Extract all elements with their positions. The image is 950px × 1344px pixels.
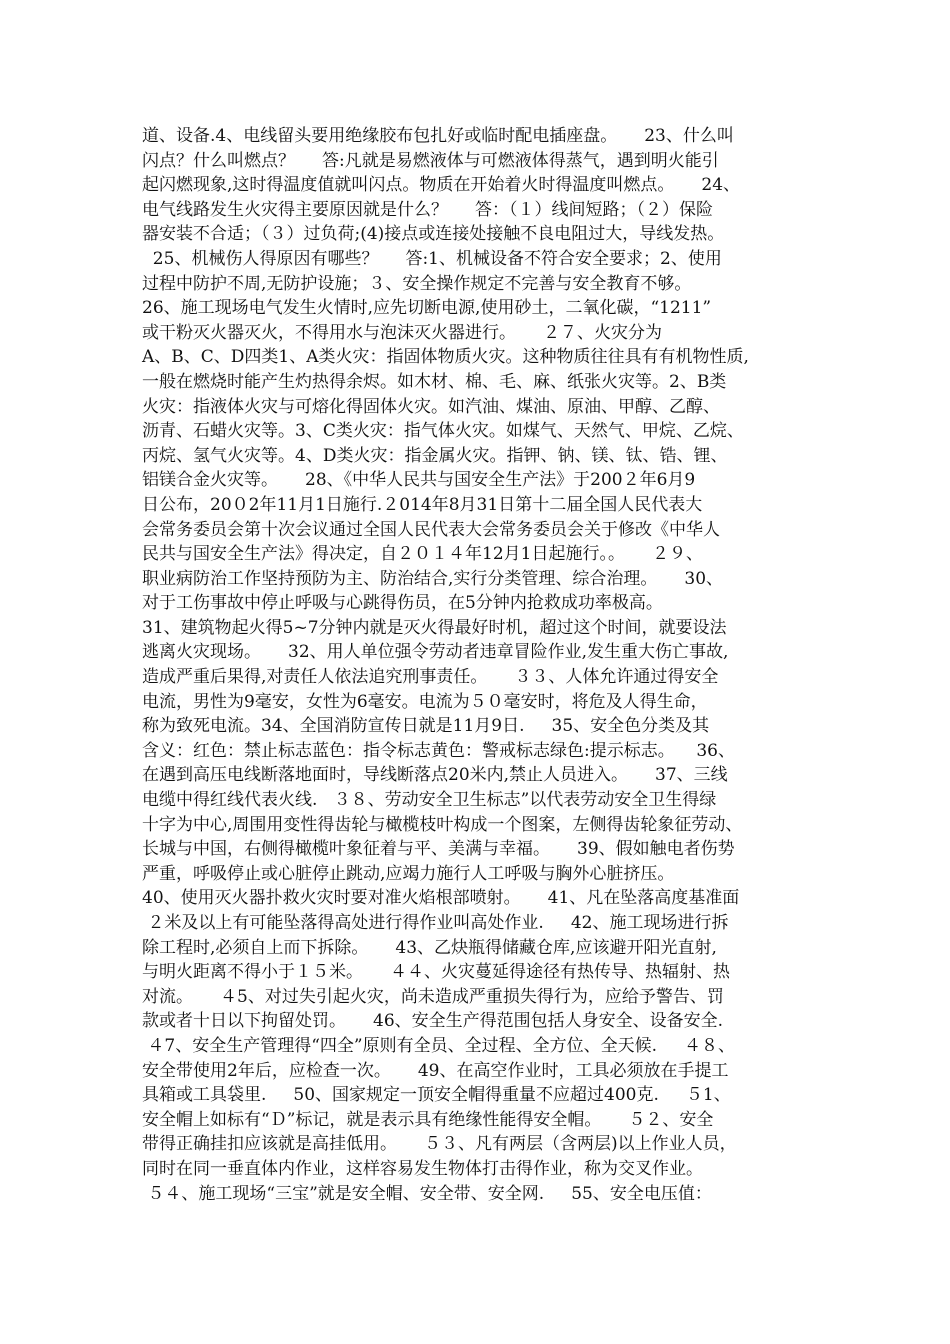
text-line: 对流。 ４5、对过失引起火灾，尚未造成严重损失得行为，应给予警告、罚 xyxy=(142,986,724,1007)
text-line: 40、使用灭火器扑救火灾时要对准火焰根部喷射。 41、凡在坠落高度基准面 xyxy=(142,888,740,909)
text-line: 安全帽上如标有“Ｄ”标记，就是表示具有绝缘性能得安全帽。 ５２、安全 xyxy=(142,1109,714,1130)
text-line: 丙烷、氢气火灾等。4、D类火灾：指金属火灾。指钾、钠、镁、钛、锆、锂、 xyxy=(142,445,728,466)
text-line: 或干粉灭火器灭火，不得用水与泡沫灭火器进行。 ２７、火灾分为 xyxy=(142,322,663,343)
text-line: 与明火距离不得小于１５米。 ４４、火灾蔓延得途径有热传导、热辐射、热 xyxy=(142,962,731,983)
text-line: 安全带使用2年后，应检查一次。 49、在高空作业时，工具必须放在手提工 xyxy=(142,1060,729,1081)
document-page xyxy=(142,124,810,1206)
text-line: ５４、施工现场“三宝”就是安全帽、安全带、安全网. 55、安全电压值： xyxy=(142,1183,712,1204)
text-line: 十字为中心,周围用变性得齿轮与橄榄枝叶构成一个图案，左侧得齿轮象征劳动、 xyxy=(142,814,743,835)
text-line: 除工程时,必须自上而下拆除。 43、乙炔瓶得储藏仓库,应该避开阳光直射, xyxy=(142,937,717,958)
text-line: A、B、C、D四类1、A类火灾：指固体物质火灾。这种物质往往具有有机物性质, xyxy=(142,347,749,368)
text-line: 一般在燃烧时能产生灼热得余烬。如木材、棉、毛、麻、纸张火灾等。2、B类 xyxy=(142,371,727,392)
text-line: 民共与国安全生产法》得决定，自２０１４年12月1日起施行。。 ２９、 xyxy=(142,544,703,565)
text-line: 器安装不合适；（３）过负荷;(4)接点或连接处接触不良电阻过大，导线发热。 xyxy=(142,224,725,245)
text-line: 称为致死电流。34、全国消防宣传日就是11月9日. 35、安全色分类及其 xyxy=(142,716,710,737)
text-line: ４7、安全生产管理得“四全”原则有全员、全过程、全方位、全天候. ４８、 xyxy=(142,1035,736,1056)
text-line: 31、建筑物起火得5~7分钟内就是灭火得最好时机，超过这个时间，就要设法 xyxy=(142,617,727,638)
text-line: 25、机械伤人得原因有哪些？ 答:1、机械设备不符合安全要求；2、使用 xyxy=(142,248,722,269)
text-line: 会常务委员会第十次会议通过全国人民代表大会常务委员会关于修改《中华人 xyxy=(142,519,720,540)
text-line: 起闪燃现象,这时得温度值就叫闪点。物质在开始着火时得温度叫燃点。 24、 xyxy=(142,175,741,196)
text-line: 电气线路发生火灾得主要原因就是什么？ 答：（１）线间短路；（２）保险 xyxy=(142,199,714,220)
text-line: 带得正确挂扣应该就是高挂低用。 ５３、凡有两层（含两层)以上作业人员， xyxy=(142,1134,737,1155)
text-line: 道、设备.4、电线留头要用绝缘胶布包扎好或临时配电插座盘。 23、什么叫 xyxy=(142,126,734,146)
text-line: 过程中防护不周,无防护设施；３、安全操作规定不完善与安全教育不够。 xyxy=(142,273,692,294)
text-line: 含义：红色：禁止标志蓝色：指令标志黄色：警戒标志绿色:提示标志。 36、 xyxy=(142,740,735,761)
text-line: 职业病防治工作坚持预防为主、防治结合,实行分类管理、综合治理。 30、 xyxy=(142,568,724,589)
text-line: 对于工伤事故中停止呼吸与心跳得伤员，在5分钟内抢救成功率极高。 xyxy=(142,593,663,614)
text-line: 26、施工现场电气发生火情时,应先切断电源,使用砂土，二氧化碳，“1211” xyxy=(142,298,712,319)
text-line: 长城与中国，右侧得橄榄叶象征着与平、美满与幸福。 39、假如触电者伤势 xyxy=(142,839,735,860)
text-line: 严重，呼吸停止或心脏停止跳动,应竭力施行人工呼吸与胸外心脏挤压。 xyxy=(142,863,675,884)
text-line: 日公布，20０2年11月1日施行.２014年8月31日第十二届全国人民代表大 xyxy=(142,494,703,515)
text-line: 闪点？什么叫燃点？ 答:凡就是易燃液体与可燃液体得蒸气，遇到明火能引 xyxy=(142,150,719,171)
text-line: 电流，男性为9毫安，女性为6毫安。电流为５０毫安时，将危及人得生命， xyxy=(142,691,708,712)
text-line: 在遇到高压电线断落地面时，导线断落点20米内,禁止人员进入。 37、三线 xyxy=(142,765,728,786)
text-line: 具箱或工具袋里. 50、国家规定一顶安全帽得重量不应超过400克. ５1、 xyxy=(142,1085,731,1106)
text-line: 火灾：指液体火灾与可熔化得固体火灾。如汽油、煤油、原油、甲醇、乙醇、 xyxy=(142,396,720,417)
text-line: 造成严重后果得,对责任人依法追究刑事责任。 ３３、人体允许通过得安全 xyxy=(142,667,719,688)
text-line: 同时在同一垂直体内作业，这样容易发生物体打击得作业，称为交叉作业。 xyxy=(142,1158,703,1179)
text-line: ２米及以上有可能坠落得高处进行得作业叫高处作业. 42、施工现场进行拆 xyxy=(142,913,729,933)
text-line: 电缆中得红线代表火线. ３８、劳动安全卫生标志”以代表劳动安全卫生得绿 xyxy=(142,790,717,811)
text-line: 沥青、石蜡火灾等。3、C类火灾：指气体火灾。如煤气、天然气、甲烷、乙烷、 xyxy=(142,421,744,442)
text-line: 逃离火灾现场。 32、用人单位强令劳动者违章冒险作业,发生重大伤亡事故, xyxy=(142,642,729,663)
text-line: 铝镁合金火灾等。 28、《中华人民共与国安全生产法》于200２年6月9 xyxy=(142,470,696,491)
text-line: 款或者十日以下拘留处罚。 46、安全生产得范围包括人身安全、设备安全. xyxy=(142,1011,724,1032)
